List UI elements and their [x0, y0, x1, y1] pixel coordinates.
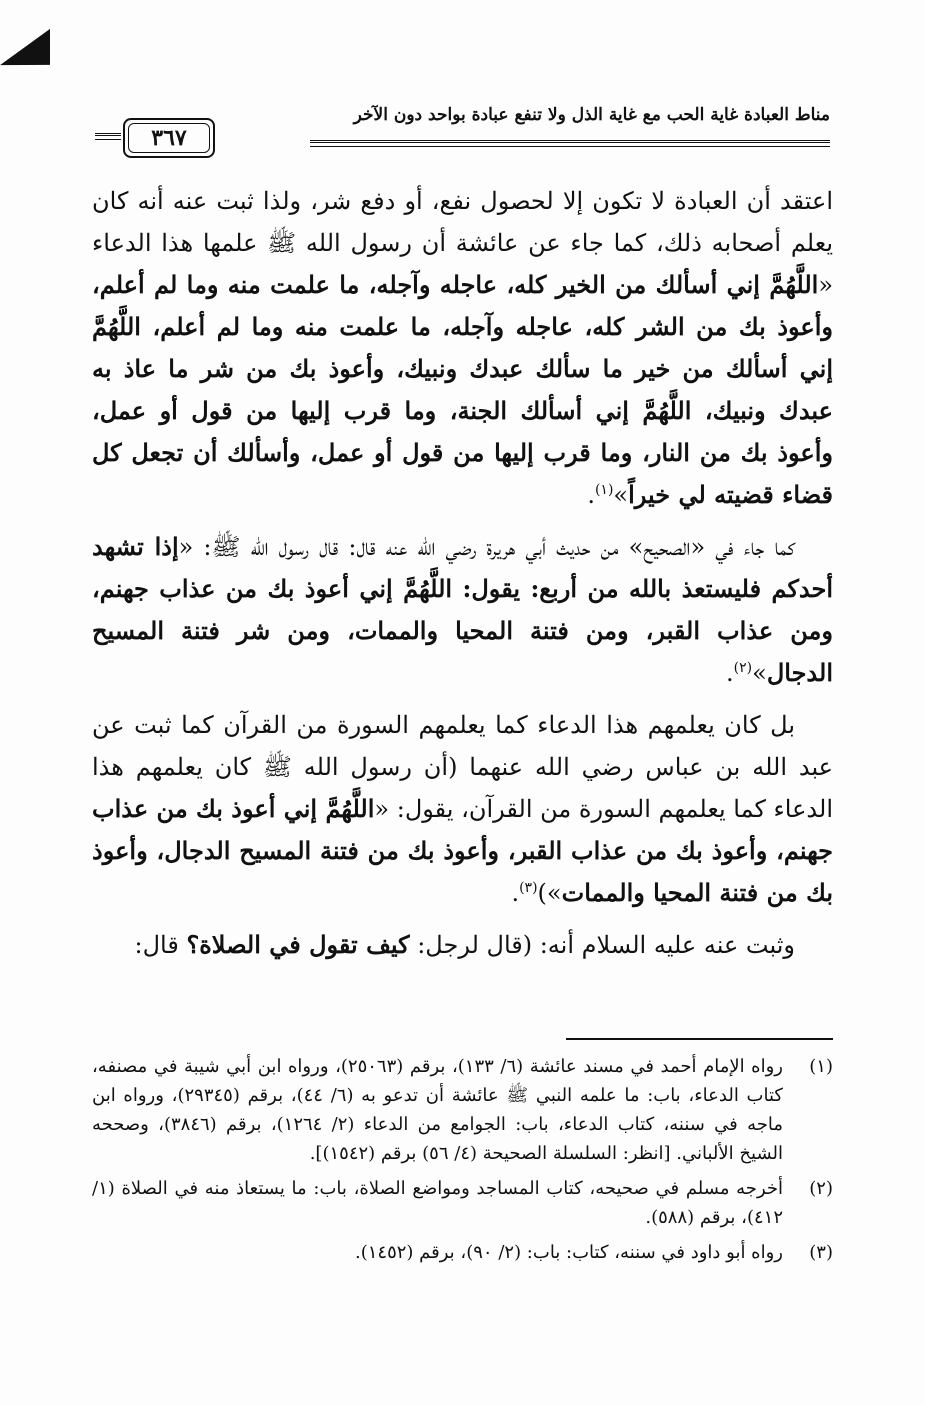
footnote-ref[interactable]: (١): [594, 482, 614, 498]
hadith-text: اللَّهُمَّ إني أعوذ بك من عذاب جهنم، وأعوذ بك من عذاب القبر، وأعوذ بك من فتنة المسيح الدجال، وأعوذ بك من فتنة المحيا والممات: [92, 794, 833, 907]
footnote-text: أخرجه مسلم في صحيحه، كتاب المساجد ومواضع الصلاة، باب: ما يستعاذ منه في الصلاة (١/ ٤١٢)، برقم (٥٨٨).: [92, 1178, 783, 1228]
footnote-number: (٢): [809, 1178, 833, 1199]
page-number: ٣٦٧: [151, 125, 187, 151]
hadith-text: كيف تقول في الصلاة؟: [186, 930, 410, 959]
text-run: .: [511, 879, 520, 907]
paragraph: [92, 924, 833, 966]
footnote-separator: [566, 1038, 833, 1040]
header-rule: [310, 140, 830, 147]
page-header: [95, 100, 830, 160]
hadith-text: اللَّهُمَّ إني أسألك من الخير كله، عاجله وآجله، ما علمت منه وما لم أعلم، وأعوذ بك من الشر كله، عاجله وآجله، ما علمت منه وما لم أعلم، اللَّهُمَّ إني أسألك من خير ما سألك عبدك ونبيك، وأعوذ بك من شر ما عاذ به عبدك ونبيك، اللَّهُمَّ إني أسألك الجنة، وما قرب إليها من قول أو عمل، وأعوذ بك من النار، وما قرب إليها من قول أو عمل، وأسألك أن تجعل كل قضاء قضيته لي خيراً: [92, 270, 833, 509]
header-rule-left: [95, 133, 121, 140]
footnote-number: (١): [809, 1056, 833, 1077]
text-run: .: [587, 481, 595, 509]
text-run: بل كان يعلمهم هذا الدعاء كما يعلمهم السورة من القرآن كما ثبت عن عبد الله بن عباس رضي الله عنهما (أن رسول الله ﷺ كان يعلمهم هذا الدعاء كما يعلمهم السورة من القرآن، يقول: «: [92, 711, 834, 823]
page-corner-mark: [0, 29, 50, 83]
text-run: »: [752, 659, 767, 687]
footnote-ref[interactable]: (٢): [733, 660, 753, 676]
hadith-text: إذا تشهد أحدكم فليستعذ بالله من أربع: يقول: اللَّهُمَّ إني أعوذ بك من عذاب جهنم، ومن عذاب القبر، ومن فتنة المحيا والممات، ومن شر فتنة المسيح الدجال: [92, 532, 833, 687]
footnote-text: رواه الإمام أحمد في مسند عائشة (٦/ ١٣٣)، برقم (٢٥٠٦٣)، ورواه ابن أبي شيبة في مصنفه، كتاب الدعاء، باب: ما علمه النبي ﷺ عائشة أن تدعو به (٦/ ٤٤)، برقم (٢٩٣٤٥)، ورواه ابن ماجه في سننه، كتاب الدعاء، باب: الجوامع من الدعاء (٢/ ١٢٦٤)، برقم (٣٨٤٦)، وصححه الشيخ الألباني. [انظر: السلسلة الصحيحة (٤/ ٥٦) برقم (١٥٤٢)].: [92, 1056, 783, 1164]
text-run: اعتقد أن العبادة لا تكون إلا لحصول نفع، أو دفع شر، ولذا ثبت عنه أنه كان يعلم أصحابه ذلك، كما جاء عن عائشة أن رسول الله ﷺ علمها هذا الدعاء «: [92, 187, 833, 299]
text-run: .: [726, 659, 734, 687]
footnote-item: [92, 1174, 833, 1232]
footnote-item: [92, 1238, 833, 1267]
text-run: وثبت عنه عليه السلام أنه: (قال لرجل:: [409, 931, 795, 959]
footnote-text: رواه أبو داود في سننه، كتاب: باب: (٢/ ٩٠)، برقم (١٤٥٢).: [355, 1242, 783, 1263]
running-title: مناط العبادة غاية الحب مع غاية الذل ولا تنفع عبادة بواحد دون الآخر: [353, 105, 830, 125]
footnote-item: [92, 1052, 833, 1168]
text-run: كما جاء في «الصحيح» من حديث أبي هريرة رضي الله عنه قال: قال رسول الله ﷺ: «: [178, 533, 795, 561]
footnote-ref[interactable]: (٣): [519, 880, 538, 896]
main-text: [92, 180, 833, 976]
footnote-number: (٣): [809, 1242, 833, 1263]
footnotes: [92, 1052, 833, 1273]
paragraph: [92, 526, 833, 694]
text-run: قال:: [134, 931, 187, 959]
paragraph: [92, 180, 833, 516]
text-run: »): [537, 879, 562, 907]
paragraph: [92, 704, 833, 914]
text-run: »: [613, 481, 629, 509]
page-number-frame: [123, 118, 215, 158]
